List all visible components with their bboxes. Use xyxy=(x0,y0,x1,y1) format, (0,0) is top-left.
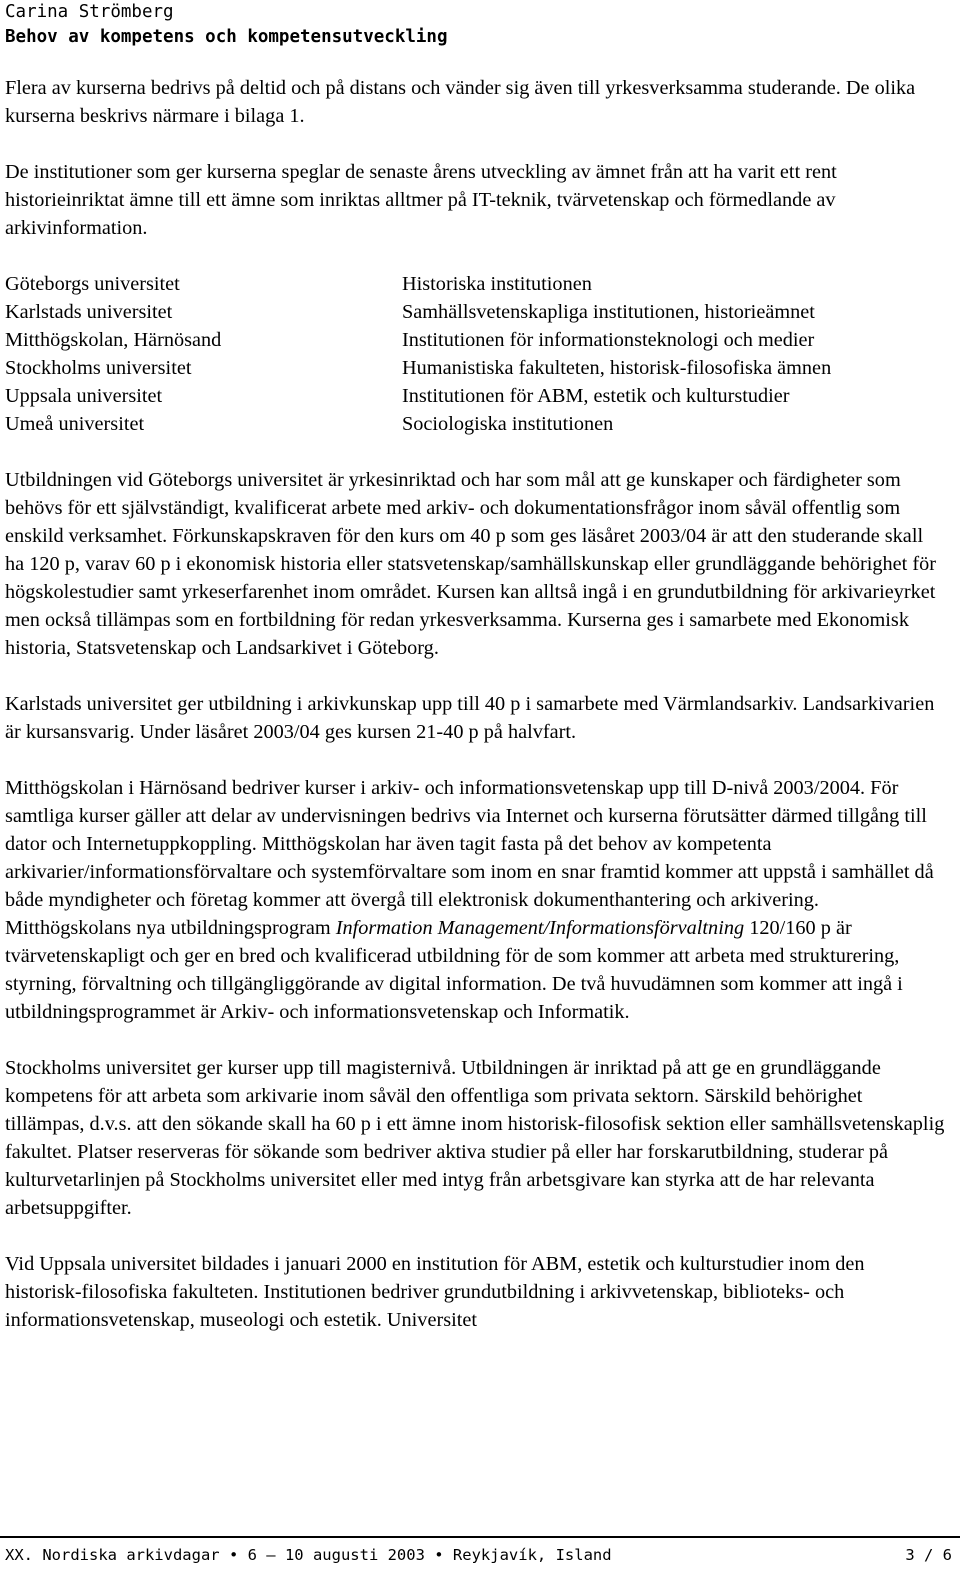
page-header xyxy=(5,0,448,50)
conference-info: XX. Nordiska arkivdagar • 6 – 10 augusti 2003 • Reykjavík, Island xyxy=(5,1546,612,1564)
page-footer xyxy=(5,1544,952,1566)
department-name: Historiska institutionen xyxy=(402,273,592,295)
paragraph-uppsala: Vid Uppsala universitet bildades i januari 2000 en institution för ABM, estetik och kulturstudier inom den historisk-filosofiska fakulteten. Institutionen bedriver grundutbildning i arkivvetenskap, biblioteks- och informationsvetenskap, museologi och estetik. Universitet xyxy=(5,1253,865,1331)
university-name: Uppsala universitet xyxy=(5,385,163,407)
paragraph-karlstad: Karlstads universitet ger utbildning i arkivkunskap upp till 40 p i samarbete med Värmlandsarkiv. Landsarkivarien är kursansvarig. Under läsåret 2003/04 ges kursen 21-40 p på halvfart. xyxy=(5,693,935,743)
paragraph-institutions-intro: De institutioner som ger kurserna speglar de senaste årens utveckling av ämnet från att ha varit ett rent historieinriktat ämne till ett ämne som inriktas alltmer på IT-teknik, tvärvetenskap och förmedlande av arkivinformation. xyxy=(5,161,837,239)
program-name: Information Management/Informationsförvaltning xyxy=(335,917,745,939)
paragraph-stockholm: Stockholms universitet ger kurser upp till magisternivå. Utbildningen är inriktad på att ge en grundläggande kompetens för att arbeta som arkivarie inom såväl den offentliga som privata sektorn. Särskild behörighet tillämpas, d.v.s. att den sökande skall ha 60 p i ett ämne inom historisk-filosofisk sektion eller samhällsvetenskaplig fakultet. Platser reserveras för sökande som bedriver aktiva studier på eller har forskarutbildning, studerar på kulturvetarlinjen på Stockholms universitet eller med intyg från arbetsgivare kan styrka att de har relevanta arbetsuppgifter. xyxy=(5,1057,945,1219)
paragraph-goteborg: Utbildningen vid Göteborgs universitet är yrkesinriktad och har som mål att ge kunskaper och färdigheter som behövs för ett självständigt, kvalificerat arbete med arkiv- och dokumentationsfrågor inom såväl offentlig som enskild verksamhet. Förkunskapskraven för den kurs om 40 p som ges läsåret 2003/04 är att den studerande skall ha 120 p, varav 60 p i ekonomisk historia eller statsvetenskap/samhällskunskap eller grundläggande behörighet för högskolestudier samt yrkeserfarenhet inom området. Kursen kan alltså ingå i en grundutbildning för arkivarieyrket men också tillämpas som en fortbildning för redan yrkesverksamma. Kurserna ges i samarbete med Ekonomisk historia, Statsvetenskap och Landsarkivet i Göteborg. xyxy=(5,469,937,659)
footer-divider xyxy=(0,1536,960,1538)
department-name: Institutionen för informationsteknologi och medier xyxy=(402,329,815,351)
university-name: Karlstads universitet xyxy=(5,301,173,323)
universities-column xyxy=(5,270,402,438)
page-number: 3 / 6 xyxy=(905,1546,952,1564)
department-name: Institutionen för ABM, estetik och kulturstudier xyxy=(402,385,790,407)
mitthogskolan-text-a: Mitthögskolan i Härnösand bedriver kurser i arkiv- och informationsvetenskap upp till D-nivå 2003/2004. För samtliga kurser gäller att delar av undervisningen bedrivs via Internet och kurserna förutsätter därmed tillgång till dator och Internetuppkoppling. Mitthögskolan har även tagit fasta på det behov av kompetenta arkivarier/informationsförvaltare och systemförvaltare som inom en snar framtid kommer att uppstå i samhället då både myndigheter och företag kommer att övergå till elektronisk dokumenthantering och arkivering. Mitthögskolans nya utbildningsprogram xyxy=(5,777,934,939)
institutions-table xyxy=(5,270,945,438)
university-name: Mitthögskolan, Härnösand xyxy=(5,329,222,351)
university-name: Göteborgs universitet xyxy=(5,273,180,295)
department-name: Humanistiska fakulteten, historisk-filosofiska ämnen xyxy=(402,357,832,379)
university-name: Umeå universitet xyxy=(5,413,145,435)
paragraph-distance-courses: Flera av kurserna bedrivs på deltid och på distans och vänder sig även till yrkesverksamma studerande. De olika kurserna beskrivs närmare i bilaga 1. xyxy=(5,77,916,127)
department-name: Samhällsvetenskapliga institutionen, historieämnet xyxy=(402,301,815,323)
document-body xyxy=(5,74,945,1334)
author-name: Carina Strömberg xyxy=(5,2,174,22)
departments-column xyxy=(402,270,945,438)
department-name: Sociologiska institutionen xyxy=(402,413,614,435)
mitthogskolan-text-b: 120/160 p är tvärvetenskapligt och ger en bred och kvalificerad utbildning för de som kommer att arbeta med strukturering, styrning, förvaltning och tillgängliggörande av digital information. De två huvudämnen som kommer att ingå i utbildningsprogrammet är Arkiv- och informationsvetenskap och Informatik. xyxy=(5,917,903,1023)
document-title: Behov av kompetens och kompetensutveckling xyxy=(5,27,448,47)
university-name: Stockholms universitet xyxy=(5,357,192,379)
paragraph-mitthogskolan xyxy=(5,774,945,1026)
